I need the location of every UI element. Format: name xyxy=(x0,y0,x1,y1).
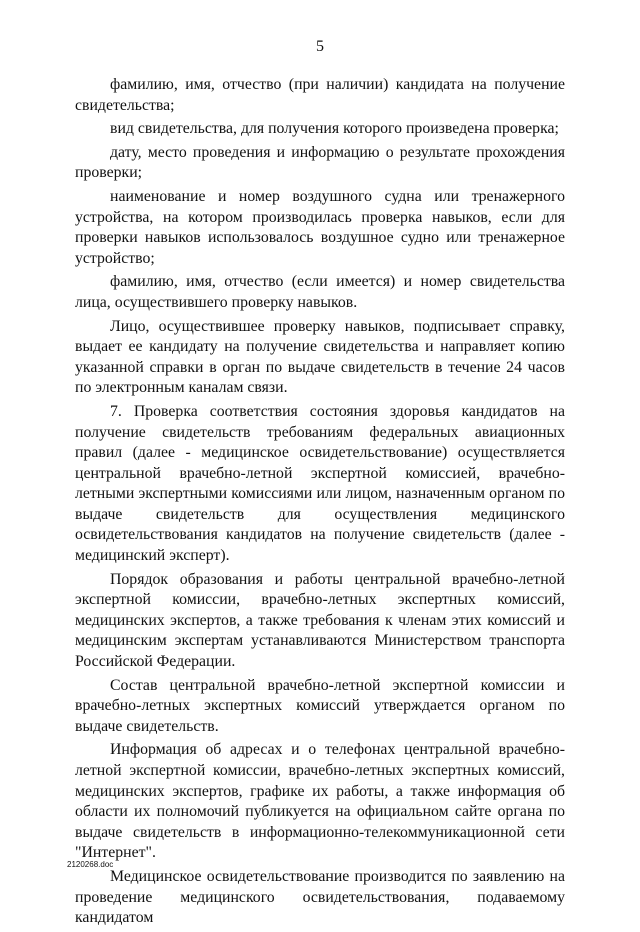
page-number: 5 xyxy=(316,38,324,55)
paragraph: 7. Проверка соответствия состояния здоровья кандидатов на получение свидетельств требованиям федеральных авиационных правил (далее - медицинское освидетельствование) осуществляется центральной врачебно-летной экспертной комиссией, врачебно-летными экспертными комиссиями или лицом, назначенным органом по выдаче свидетельств для осуществления медицинского освидетельствования кандидатов на получение свидетельств (далее - медицинский эксперт). xyxy=(75,402,565,565)
paragraph: вид свидетельства, для получения которого произведена проверка; xyxy=(110,120,559,138)
paragraph: дату, место проведения и информацию о результате прохождения проверки; xyxy=(75,143,565,182)
paragraph: фамилию, имя, отчество (при наличии) кандидата на получение свидетельства; xyxy=(75,76,565,114)
paragraph: фамилию, имя, отчество (если имеется) и номер свидетельства лица, осуществившего проверку навыков. xyxy=(75,273,565,311)
footer-doc-id: 2120268.doc xyxy=(67,860,114,869)
paragraph: Лицо, осуществившее проверку навыков, подписывает справку, выдает ее кандидату на получение свидетельства и направляет копию указанной справки в орган по выдаче свидетельств в течение 24 часов по электронным каналам связи. xyxy=(75,317,565,397)
document-body xyxy=(75,75,565,932)
paragraph: Состав центральной врачебно-летной экспертной комиссии и врачебно-летных экспертных комиссий утверждается органом по выдаче свидетельств. xyxy=(75,676,565,735)
paragraph: наименование и номер воздушного судна или тренажерного устройства, на котором производилась проверка навыков, если для проверки навыков использовалось воздушное судно или тренажерное устройство; xyxy=(75,187,565,267)
paragraph: Информация об адресах и о телефонах центральной врачебно-летной экспертной комиссии, врачебно-летных экспертных комиссий, медицинских экспертов, графике их работы, а также информация об области их полномочий публикуется на официальном сайте органа по выдаче свидетельств в информационно-телекоммуникационной сети "Интернет". xyxy=(75,741,565,862)
paragraph: Порядок образования и работы центральной врачебно-летной экспертной комиссии, врачебно-летных экспертных комиссий, медицинских экспертов, а также требования к членам этих комиссий и медицинским экспертам устанавливаются Министерством транспорта Российской Федерации. xyxy=(75,570,565,671)
paragraph: Медицинское освидетельствование производится по заявлению на проведение медицинского освидетельствования, подаваемому кандидатом xyxy=(75,867,565,927)
